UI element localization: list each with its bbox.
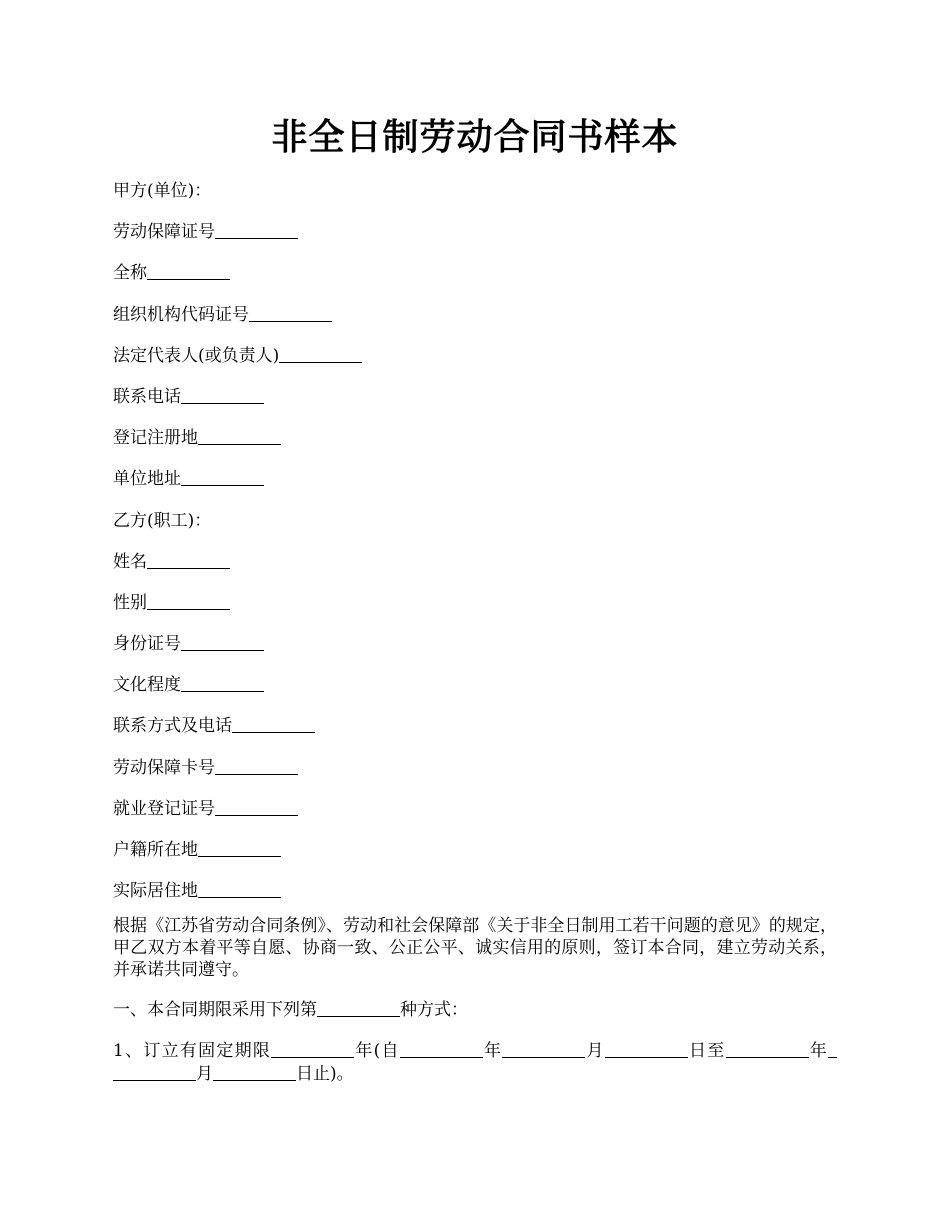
- field-label: 登记注册地: [113, 428, 198, 449]
- item-1-text: 日止)。: [296, 1063, 354, 1084]
- fill-blank[interactable]: [213, 1062, 296, 1081]
- fill-blank[interactable]: [198, 426, 281, 445]
- fill-blank[interactable]: [828, 1039, 837, 1058]
- item-1-text: 月: [585, 1040, 605, 1061]
- field-label: 法定代表人(或负责人): [113, 345, 280, 366]
- fill-blank[interactable]: [181, 632, 264, 651]
- item-1-text: 日至: [687, 1040, 726, 1061]
- form-field: [113, 796, 837, 822]
- fill-blank[interactable]: [147, 591, 230, 610]
- field-label: 劳动保障证号: [113, 222, 215, 243]
- form-field: [113, 260, 837, 286]
- field-label: 就业登记证号: [113, 798, 215, 819]
- field-label: 联系方式及电话: [113, 716, 232, 737]
- field-label: 组织机构代码证号: [113, 304, 249, 325]
- fill-blank[interactable]: [181, 673, 264, 692]
- fill-blank[interactable]: [726, 1039, 809, 1058]
- form-field: [113, 631, 837, 657]
- item-1-text: 月: [196, 1063, 213, 1084]
- form-field: [113, 384, 837, 410]
- fill-blank[interactable]: [215, 220, 298, 239]
- form-field: [113, 590, 837, 616]
- fill-blank[interactable]: [147, 550, 230, 569]
- fill-blank[interactable]: [198, 838, 281, 857]
- item-1-text: 1、订立有固定期限: [113, 1040, 272, 1061]
- field-label: 户籍所在地: [113, 840, 198, 860]
- form-field: [113, 302, 837, 328]
- field-label: 劳动保障卡号: [113, 757, 215, 778]
- form-field: [113, 755, 837, 781]
- clause-1-text: 种方式：: [400, 1000, 468, 1021]
- clause-1-text: 一、本合同期限采用下列第: [113, 1000, 317, 1021]
- party-a-heading: 甲方(单位)：: [113, 181, 212, 201]
- intro-paragraph: 根据《江苏省劳动合同条例》、劳动和社会保障部《关于非全日制用工若干问题的意见》的规定，甲乙双方本着平等自愿、协商一致、公正公平、诚实信用的原则，签订本合同，建立劳动关系，并承诺共同遵守。: [113, 916, 837, 981]
- party-b-heading: 乙方(职工)：: [113, 510, 212, 531]
- fill-blank[interactable]: [147, 261, 230, 280]
- form-field: [113, 219, 837, 245]
- item-1-text: 年: [482, 1040, 503, 1061]
- fill-blank[interactable]: [400, 1039, 483, 1058]
- item-1-text: 年(自: [354, 1040, 400, 1061]
- clause-1: [113, 997, 837, 1023]
- field-label: 实际居住地: [113, 881, 198, 902]
- fill-blank[interactable]: [181, 385, 264, 404]
- form-field: [113, 343, 837, 369]
- field-label: 性别: [113, 592, 147, 613]
- field-label: 联系电话: [113, 386, 181, 407]
- form-field: [113, 549, 837, 575]
- fill-blank[interactable]: [271, 1039, 354, 1058]
- form-field: [113, 466, 837, 492]
- fill-blank[interactable]: [605, 1039, 688, 1058]
- field-label: 全称: [113, 263, 147, 284]
- form-field: [113, 425, 837, 451]
- item-1-text: 年: [808, 1040, 829, 1061]
- fill-blank[interactable]: [113, 1062, 196, 1081]
- item-1-paragraph: [113, 1039, 837, 1085]
- fill-blank[interactable]: [279, 344, 362, 363]
- fill-blank[interactable]: [198, 879, 281, 898]
- field-label: 身份证号: [113, 634, 181, 655]
- field-label: 姓名: [113, 551, 147, 572]
- document-body: [113, 178, 837, 1101]
- fill-blank[interactable]: [215, 756, 298, 775]
- fill-blank[interactable]: [181, 467, 264, 486]
- form-field: [113, 672, 837, 698]
- fill-blank[interactable]: [502, 1039, 585, 1058]
- field-label: 文化程度: [113, 675, 181, 696]
- field-label: 单位地址: [113, 469, 181, 490]
- document-title: 非全日制劳动合同书样本: [271, 116, 679, 158]
- fill-blank[interactable]: [249, 303, 332, 322]
- fill-blank[interactable]: [317, 998, 400, 1017]
- form-field: [113, 837, 837, 863]
- fill-blank[interactable]: [232, 714, 315, 733]
- fill-blank[interactable]: [215, 797, 298, 816]
- form-field: [113, 713, 837, 739]
- form-field: [113, 878, 837, 904]
